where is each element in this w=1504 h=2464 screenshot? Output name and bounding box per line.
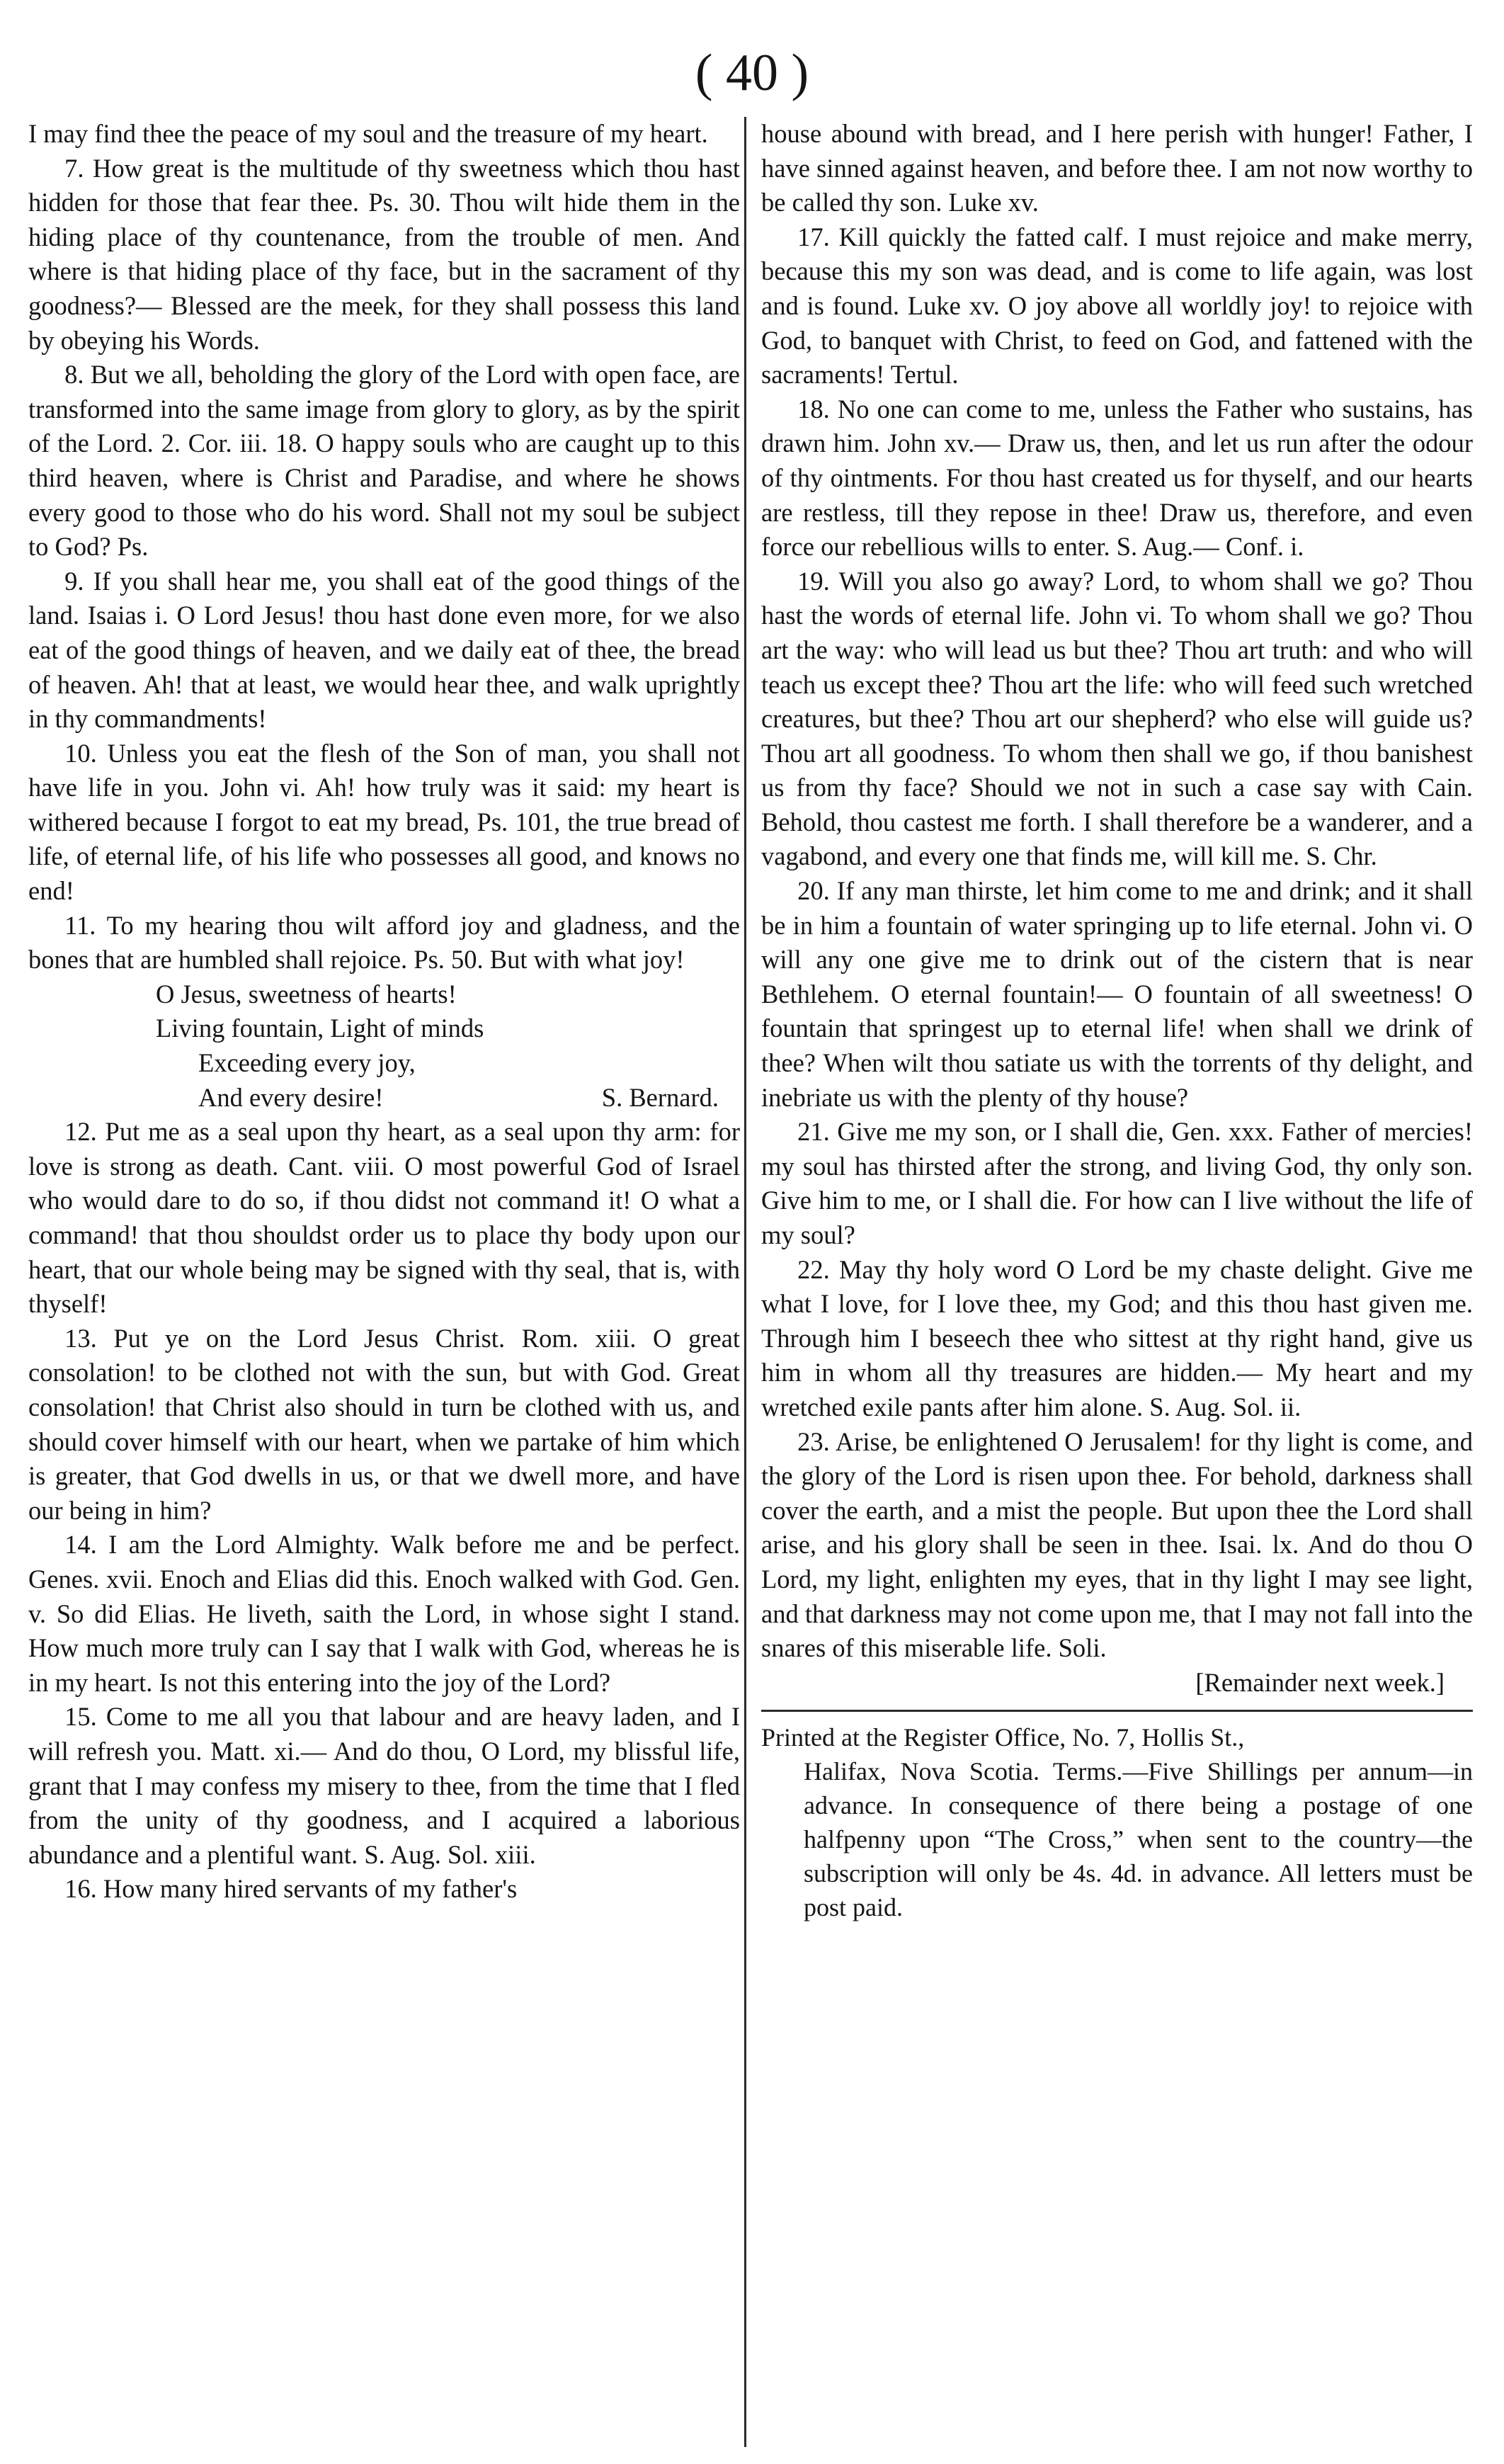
poem-line: Exceeding every joy, — [198, 1048, 416, 1078]
paragraph: 20. If any man thirste, let him come to me and drink; and it shall be in him a fountain of water springing up to life eternal. John vi. O will any one give me to drink out of the cistern that is near Bethlehem. O eternal fountain!— O fountain of all sweetness! O fountain that springest up to eternal life! when shall we drink of thee? When wilt thou satiate us with the torrents of thy delight, and inebriate us with the plenty of thy house? — [761, 876, 1473, 1112]
paragraph: 12. Put me as a seal upon thy heart, as a seal upon thy arm: for love is strong as death. Cant. viii. O most powerful God of Israel who would dare to do so, if thou didst not command it! O what a command! that thou shouldst order us to place thy body upon our heart, that our whole being may be signed with thy seal, that is, with thyself! — [28, 1117, 740, 1319]
paragraph: 19. Will you also go away? Lord, to whom shall we go? Thou hast the words of eternal life. John vi. To whom shall we go? Thou art the way: who will lead us but thee? Thou art truth: and who will teach us except thee? Thou art the life: who will feed such wretched creatures, but thee? Thou art our shepherd? who else will guide us? Thou art all goodness. To whom then shall we go, if thou banishest us from thy face? Should we not in such a case say with Cain. Behold, thou castest me forth. I shall therefore be a wanderer, and a vagabond, and every one that finds me, will kill me. S. Chr. — [761, 566, 1473, 871]
left-column — [28, 117, 740, 1907]
poem-line-with-attribution — [156, 1081, 740, 1115]
paragraph: 16. How many hired servants of my father's — [64, 1874, 518, 1904]
right-column — [761, 117, 1473, 1924]
page-number: ( 40 ) — [695, 44, 809, 102]
paragraph: 13. Put ye on the Lord Jesus Christ. Rom. xiii. O great consolation! to be clothed not with the sun, but with God. Great consolation! that Christ also should in turn be clothed with us, and should cover himself with our heart, when we partake of him which is greater, that God dwells in us, or that we dwell more, and have our being in him? — [28, 1323, 740, 1525]
paragraph: 15. Come to me all you that labour and are heavy laden, and I will refresh you. Matt. xi.— And do thou, O Lord, my blissful life, grant that I may confess my misery to thee, from the time that I fled from the unity of thy goodness, and I acquired a laborious abundance and a plentiful want. S. Aug. Sol. xiii. — [28, 1702, 740, 1869]
paragraph: house abound with bread, and I here perish with hunger! Father, I have sinned against heaven, and before thee. I am not now worthy to be called thy son. Luke xv. — [761, 119, 1473, 217]
poem-line: And every desire! — [198, 1082, 384, 1112]
paragraph: 7. How great is the multitude of thy sweetness which thou hast hidden for those that fear thee. Ps. 30. Thou wilt hide them in the hiding place of thy countenance, from the trouble of men. And where is that hiding place of thy face, but in the sacrament of thy goodness?— Blessed are the meek, for they shall possess this land by obeying his Words. — [28, 153, 740, 355]
paragraph: 23. Arise, be enlightened O Jerusalem! for thy light is come, and the glory of the Lord is risen upon thee. For behold, darkness shall cover the earth, and a mist the people. But upon thee the Lord shall arise, and his glory shall be seen in thee. Isai. lx. And do thou O Lord, my light, enlighten my eyes, that in thy light I may see light, and that darkness may not come upon me, that I may not fall into the snares of this miserable life. Soli. — [761, 1426, 1473, 1663]
paragraph: 18. No one can come to me, unless the Father who sustains, has drawn him. John xv.— Draw us, then, and let us run after the odour of thy ointments. For thou hast created us for thyself, and our hearts are restless, till they repose in thee! Draw us, therefore, and even force our rebellious wills to enter. S. Aug.— Conf. i. — [761, 394, 1473, 562]
left-paragraphs-continued — [28, 1115, 740, 1907]
imprint — [761, 1720, 1473, 1924]
paragraph: 22. May thy holy word O Lord be my chaste delight. Give me what I love, for I love thee, my God; and this thou hast given me. Through him I beseech thee who sittest at thy right hand, give us him in whom all thy treasures are hidden.— My heart and my wretched exile pants after him alone. S. Aug. Sol. ii. — [761, 1254, 1473, 1421]
poem-stanza — [28, 977, 740, 1115]
poem-line: O Jesus, sweetness of hearts! — [156, 979, 457, 1009]
imprint-line: Printed at the Register Office, No. 7, Hollis St., — [761, 1723, 1245, 1752]
column-divider — [744, 117, 746, 2447]
paragraph: 17. Kill quickly the fatted calf. I must rejoice and make merry, because this my son was dead, and is come to life again, was lost and is found. Luke xv. O joy above all worldly joy! to rejoice with God, to banquet with Christ, to feed on God, and fattened with the sacraments! Tertul. — [761, 222, 1473, 390]
poem-attribution: S. Bernard. — [601, 1082, 719, 1112]
paragraph: 8. But we all, beholding the glory of the Lord with open face, are transformed into the same image from glory to glory, as by the spirit of the Lord. 2. Cor. iii. 18. O happy souls who are caught up to this third heaven, where is Christ and Paradise, and where he shows every good to those who do his word. Shall not my soul be subject to God? Ps. — [28, 360, 740, 562]
paragraph: I may find thee the peace of my soul and the treasure of my heart. — [28, 119, 708, 148]
paragraph: 21. Give me my son, or I shall die, Gen. xxx. Father of mercies! my soul has thirsted after the strong, and living God, thy only son. Give him to me, or I shall die. For how can I live without the life of my soul? — [761, 1117, 1473, 1249]
paragraph: 10. Unless you eat the flesh of the Son of man, you shall not have life in you. John vi. Ah! how truly was it said: my heart is withered because I forgot to eat my bread, Ps. 101, the true bread of life, of eternal life, of his life who possesses all good, and knows no end! — [28, 738, 740, 906]
left-paragraphs — [28, 117, 740, 977]
poem-line: Living fountain, Light of minds — [156, 1014, 484, 1043]
continued-note: [Remainder next week.] — [1195, 1667, 1445, 1697]
paragraph: 14. I am the Lord Almighty. Walk before me and be perfect. Genes. xvii. Enoch and Elias did this. Enoch walked with God. Gen. v. So did Elias. He liveth, saith the Lord, in whose sight I stand. How much more truly can I say that I walk with God, whereas he is in my heart. Is not this entering into the joy of the Lord? — [28, 1530, 740, 1697]
paragraph: 9. If you shall hear me, you shall eat of the good things of the land. Isaias i. O Lord Jesus! thou hast done even more, for we also eat of the good things of heaven, and we daily eat of thee, the bread of heaven. Ah! that at least, we would hear thee, and walk uprightly in thy commandments! — [28, 566, 740, 734]
imprint-terms: Halifax, Nova Scotia. Terms.—Five Shillings per annum—in advance. In consequence of there being a postage of one halfpenny upon “The Cross,” when sent to the country—the subscription will only be 4s. 4d. in advance. All letters must be post paid. — [804, 1757, 1473, 1922]
imprint-divider — [761, 1710, 1473, 1712]
paragraph: 11. To my hearing thou wilt afford joy and gladness, and the bones that are humbled shall rejoice. Ps. 50. But with what joy! — [28, 910, 740, 975]
